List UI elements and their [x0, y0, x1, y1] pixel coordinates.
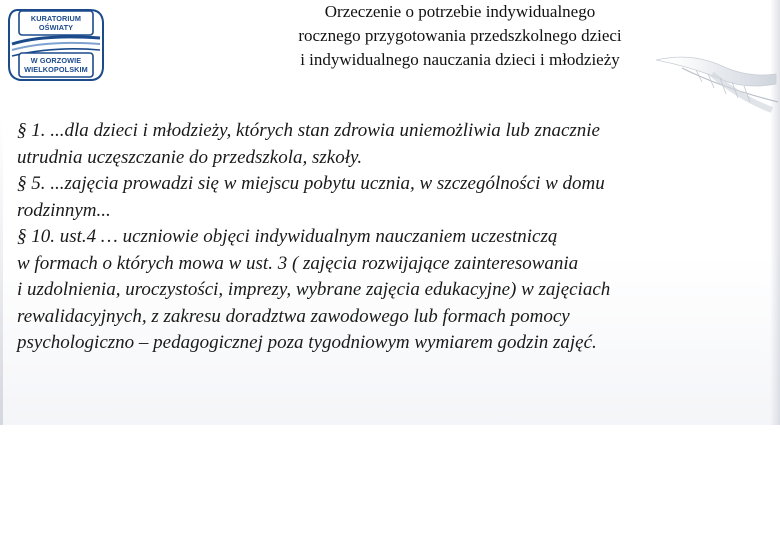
body-line: § 1. ...dla dzieci i młodzieży, których stan zdrowia uniemożliwia lub znacznie: [17, 120, 600, 141]
body-line: § 5. ...zajęcia prowadzi się w miejscu pobytu ucznia, w szczególności w domu: [17, 173, 605, 194]
title-line: Orzeczenie o potrzebie indywidualnego: [324, 2, 596, 21]
feather-quill-icon: [652, 44, 780, 114]
body-line: § 10. ust.4 … uczniowie objęci indywidualnym nauczaniem uczestniczą: [17, 226, 558, 247]
body-line: rodzinnym...: [17, 199, 111, 221]
logo-text-line: W GORZOWIE: [30, 56, 82, 65]
logo-top-text: [22, 14, 90, 32]
page-title: [250, 0, 670, 72]
logo-text-line: KURATORIUM: [30, 14, 82, 23]
logo-bottom-text: [22, 56, 90, 74]
body-line: psychologiczno – pedagogicznej poza tygodniowym wymiarem godzin zajęć.: [17, 332, 597, 353]
kuratorium-logo: [4, 4, 108, 86]
logo-text-line: WIELKOPOLSKIM: [24, 65, 88, 74]
body-line: i uzdolnienia, uroczystości, imprezy, wybrane zajęcia edukacyjne) w zajęciach: [17, 279, 611, 300]
slide-edge-shadow-left: [0, 120, 3, 425]
document-body: [17, 118, 747, 357]
body-line: utrudnia uczęszczanie do przedszkola, szkoły.: [17, 146, 363, 168]
body-line: w formach o których mowa w ust. 3 ( zajęcia rozwijające zainteresowania: [17, 252, 579, 274]
body-line: rewalidacyjnych, z zakresu doradztwa zawodowego lub formach pomocy: [17, 305, 570, 327]
title-line: rocznego przygotowania przedszkolnego dzieci: [298, 26, 622, 45]
title-line: i indywidualnego nauczania dzieci i młodzieży: [300, 50, 620, 69]
logo-text-line: OŚWIATY: [38, 23, 74, 32]
